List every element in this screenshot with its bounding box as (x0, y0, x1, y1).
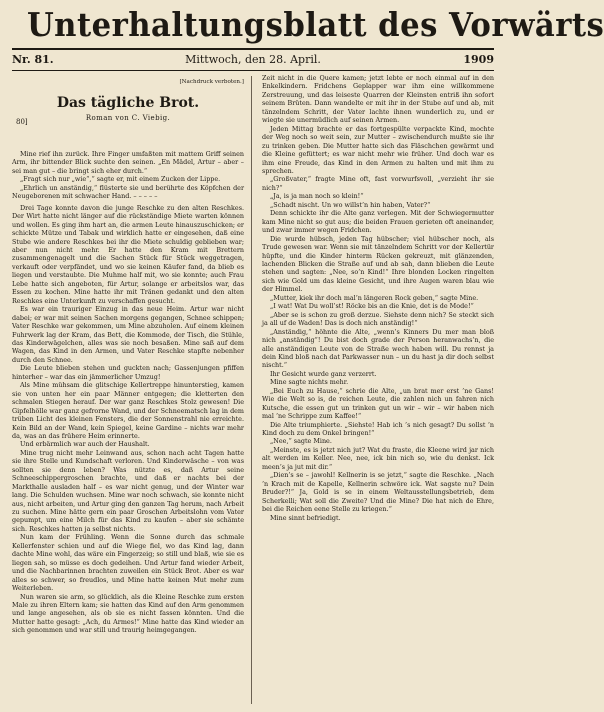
paragraph: Es war ein trauriger Einzug in das neue Heim. Artur war nicht dabei; er war mit seinen Sachen morgens gegangen, Schnee schippen; Vater Reschke war gekommen, um Mine abzuholen. Auf einem kleinen Fuhrwerk lag der Kram, das Bett, die Kommode, der Tisch, die Stühle, das Kinderwägelchen, alles was sie noch besaßen. Mine saß auf dem Wagen, das Kind in den Armen, und Vater Reschke stapfte nebenher durch den Schnee. (12, 305, 244, 364)
paragraph: „Dien’s se – jawohl! Kellnerin is se jetzt,“ sagte die Reschke. „Nach ’n Krach mit de Kapelle, Kellnerin schwöre ick. Wat sagste nu? Dein Bruder?!“ Ja, Gold is se in einem Weltausstellungsbetrieb, dem Scherkelli; Wat soll die Zweite? Und die Mine? Die hat nich de Ehre, bei die Reichen eene Stelle zu kriegen.“ (262, 471, 494, 514)
paragraph: „Anständig,“ höhnte die Alte, „wenn’s Kinners Du mer man bloß nich „anständig“! Du bist doch grade der Person heranwachs’n, die alle anständigen Leute von de Straße wech haben will. Du rennst ja dein Kind bloß nach dat Parkwasser nun – un du hast ja dir doch selbst nischt.“ (262, 327, 494, 370)
right-column (262, 74, 494, 522)
paragraph: „Meinste, es is jetzt nich jut? Wat du fraste, die Kleene wird jar nich alt werden im Keller. Nee, nee, ick bin nich so, wie du denkst. Ick meen’s ja jut mit dir.“ (262, 445, 494, 471)
paragraph: „Schadt nischt. Un wo willst’n hin haben, Vater?“ (270, 200, 431, 209)
paragraph: Und erbärmlich war auch der Haushalt. (20, 440, 150, 449)
paragraph: Die wurde hübsch, jeden Tag hübscher; viel hübscher noch, als Trude gewesen war. Wenn sie mit tänzelndem Schritt vor der Kellertür hüpfte, und die Kinder hinterm Rücken gekreuzt, mit glänzenden, lachenden Blicken die Straße auf und ab sah, dann blieben die Leute stehen und sagten: „Nee, so’n Kind!“ Ihre blonden Locken ringelten sich wie Gold um das kleine Gesicht, und ihre Augen waren blau wie der Himmel. (262, 234, 494, 294)
paragraph: Denn schickte ihr die Alte ganz verlegen. Mit der Schwiegermutter kam Mine nicht so gut aus; die beiden Frauen gerieten oft aneinander, und zwar immer wegen Fridchen. (262, 209, 494, 235)
paragraph: Mine trug nicht mehr Leinwand aus, schon nach acht Tagen hatte sie ihre Stelle und Kundschaft verloren. Und Kinderwäsche – von was sollten sie denn leben? Was nützte es, daß Artur seine Schneeschippergroschen brachte, und daß er nachts bei der Markthalle ausladen half – es war nicht genug, und der Winter war lang. Die Schulden wuchsen. Mine war noch schwach, sie konnte nicht aus, nicht arbeiten, und Artur ging den ganzen Tag herum, nach Arbeit zu suchen. Mine hätte gern ein paar Groschen Arbeitslohn vom Vater gepumpt, um eine Milch für das Kind zu kaufen – aber sie schämte sich. Reschkes hatten ja selbst nichts. (12, 448, 244, 533)
paragraph: „Fragt sich nur „wie“,“ sagte er, mit einem Zucken der Lippe. (20, 175, 221, 184)
issue-year: 1909 (463, 53, 494, 66)
paragraph: Jeden Mittag brachte er das fortgespülte verpackte Kind, mochte der Weg noch so weit sein, zur Mutter – zwischendurch mußte sie ihr zu trinken geben. Die Mutter hatte sich das Fläschchen gewärmt und die Kleine gefüttert; es war nicht mehr wie früher. Und doch war es ihm eine Freude, das Kind in den Armen zu halten und mit ihm zu sprechen. (262, 124, 494, 175)
masthead-rule-top (12, 48, 494, 50)
paragraph: Als Mine mühsam die glitschige Kellertreppe hinunterstieg, kamen sie von unten her ein paar Männer entgegen; die kletterten den schmalen Stiegen herauf. Der war ganz Reschkes Stolz gewesen! Die Gipfelhölle war ganz gefrorne Wand, und der Schneematsch lag in dem trüben Licht des kleinen Fensters, die der Sonnenstrahl nie erreichte. Kein Bild an der Wand, kein Spiegel, keine Gardine – nichts war mehr da, was an das frühere Heim erinnerte. (12, 381, 244, 440)
column-divider (251, 76, 252, 704)
masthead-rule-bottom (12, 70, 494, 71)
serial-number: 80] (16, 118, 28, 126)
paragraph: Nun waren sie arm, so glücklich, als die Kleine Reschke zum ersten Male zu ihren Eltern kam; sie hatten das Kind auf den Arm genommen und lange angesehen, als ob sie es nicht fassen könnten. Und die Mutter hatte gesagt: „Ach, du Armes!“ Mine hatte das Kind wieder an sich genommen und war still und traurig heimgegangen. (12, 592, 244, 635)
paragraph: Drei Tage konnte davon die junge Reschke zu den alten Reschkes. Der Wirt hatte nicht länger auf die rückständige Miete warten können und wollen. Es ging ihm hart an, die armen Leute hinauszuschicken; er schickte Mütze und Tabak und wirklich hatte er eingesehen, daß eine Stube wie andere Reschkes bei ihr die Miete schuldig geblieben war; aber nun nicht mehr. Er hatte den Kram mit Brettern zusammengenagelt und die Sachen Stück für Stück weggetragen, verkauft oder verpfändet, und wo sie keinen Käufer fand, da blieb es liegen und verstaubte. Die Muhme half mit, wo sie konnte; auch Frau Lebe hatte sich angeboten, für Artur, solange er arbeitslos war, das Essen zu kochen. Mine hatte ihr mit Tränen gedankt und den alten Reschkes eine Unterkunft zu verschaffen gesucht. (12, 203, 244, 305)
paragraph: Zeit nicht in die Quere kamen; jetzt lebte er noch einmal auf in den Enkelkindern. Fridchens Geplapper war ihm eine willkommene Zerstreuung, und das leiseste Quarren der Kleinsten entriß ihn sofort seinem Brüten. Dann wandelte er mit ihr in der Stube auf und ab, mit tänzelndem Schritt, der Vater lachte ihnen wunderlich zu, und er wiegte sie unermüdlich auf seinen Armen. (262, 74, 494, 125)
paragraph: „Ja, is ja man noch so klein!“ (270, 192, 364, 201)
paragraph: Mine rief ihn zurück. Ihre Finger umfaßten mit mattem Griff seinen Arm, ihr bittender Blick suchte den seinen. „En Mädel, Artur – aber – sei man gut – die bringt sich eher durch.“ (12, 150, 244, 175)
paragraph: Ihr Gesicht wurde ganz verzerrt. (270, 369, 377, 378)
paragraph: Mine sagte nichts mehr. (270, 378, 349, 387)
issue-date: Mittwoch, den 28. April. (185, 53, 321, 66)
paragraph: „Nee,“ sagte Mine. (270, 437, 332, 446)
paragraph: „Großvater,“ fragte Mine oft, fast vorwurfsvoll, „verzieht ihr sie nich?“ (262, 175, 494, 192)
paragraph: Mine sinnt befriedigt. (270, 513, 341, 522)
paragraph: „Bei Euch zu Hause,“ schrie die Alte, „un brat mer erst ’ne Gans! Wie die Welt so is, de reichen Leute, die zahlen nich un fahren nich Kutsche, die essen gut un trinken gut un wir – wir – wir haben nich mal ’ne Schrippe zum Kaffee!“ (262, 386, 494, 421)
story-byline: Roman von C. Viebig. (85, 114, 171, 122)
issue-info-row (12, 52, 494, 68)
paragraph: Die Leute blieben stehen und guckten nach; Gassenjungen pfiffen hinterher – war das ein jämmerlicher Umzug! (12, 364, 244, 381)
paragraph: Nun kam der Frühling. Wenn die Sonne durch das schmale Kellerfenster schien und auf die Wiege fiel, wo das Kind lag, dann dachte Mine wohl, das wäre ein Fingerzeig; so still und blaß, wie sie es liegen sah, so müsse es doch gedeihen. Und Artur fand wieder Arbeit, und die Nachbarinnen brachten zuweilen ein Stück Brot. Aber es war alles so schwer, so freudlos, und Mine hatte keinen Mut mehr zum Weiterleben. (12, 533, 244, 593)
story-title: Das tägliche Brot. (56, 95, 200, 111)
paragraph: „Mutter, kiek ihr doch mal’n längeren Rock geben,“ sagte Mine. (270, 293, 479, 302)
masthead-title: Unterhaltungsblatt des Vorwärts (26, 5, 604, 44)
issue-number: Nr. 81. (12, 53, 54, 66)
left-column (12, 78, 244, 635)
article-heading (12, 94, 244, 150)
paragraph: „Aber se is schon zu groß derzue. Siehste denn nich? Se steckt sich ja all uf de Waden! Das is doch nich anständig!“ (262, 310, 494, 328)
paragraph: Die Alte triumphierte. „Siehste! Hab ich ’s nich gesagt? Du sollst ’n Kind doch zu dem Onkel bringen!“ (262, 420, 494, 438)
reprint-notice: [Nachdruck verboten.] (179, 79, 244, 85)
paragraph: „I wat! Wat Du woll’st! Röcke bis an die Knie, det is de Mode!“ (270, 302, 474, 311)
paragraph: „Ehrlich un anständig,“ flüsterte sie und berührte des Köpfchen der Neugeborenen mit schwacher Hand. – – – – – (12, 183, 244, 201)
